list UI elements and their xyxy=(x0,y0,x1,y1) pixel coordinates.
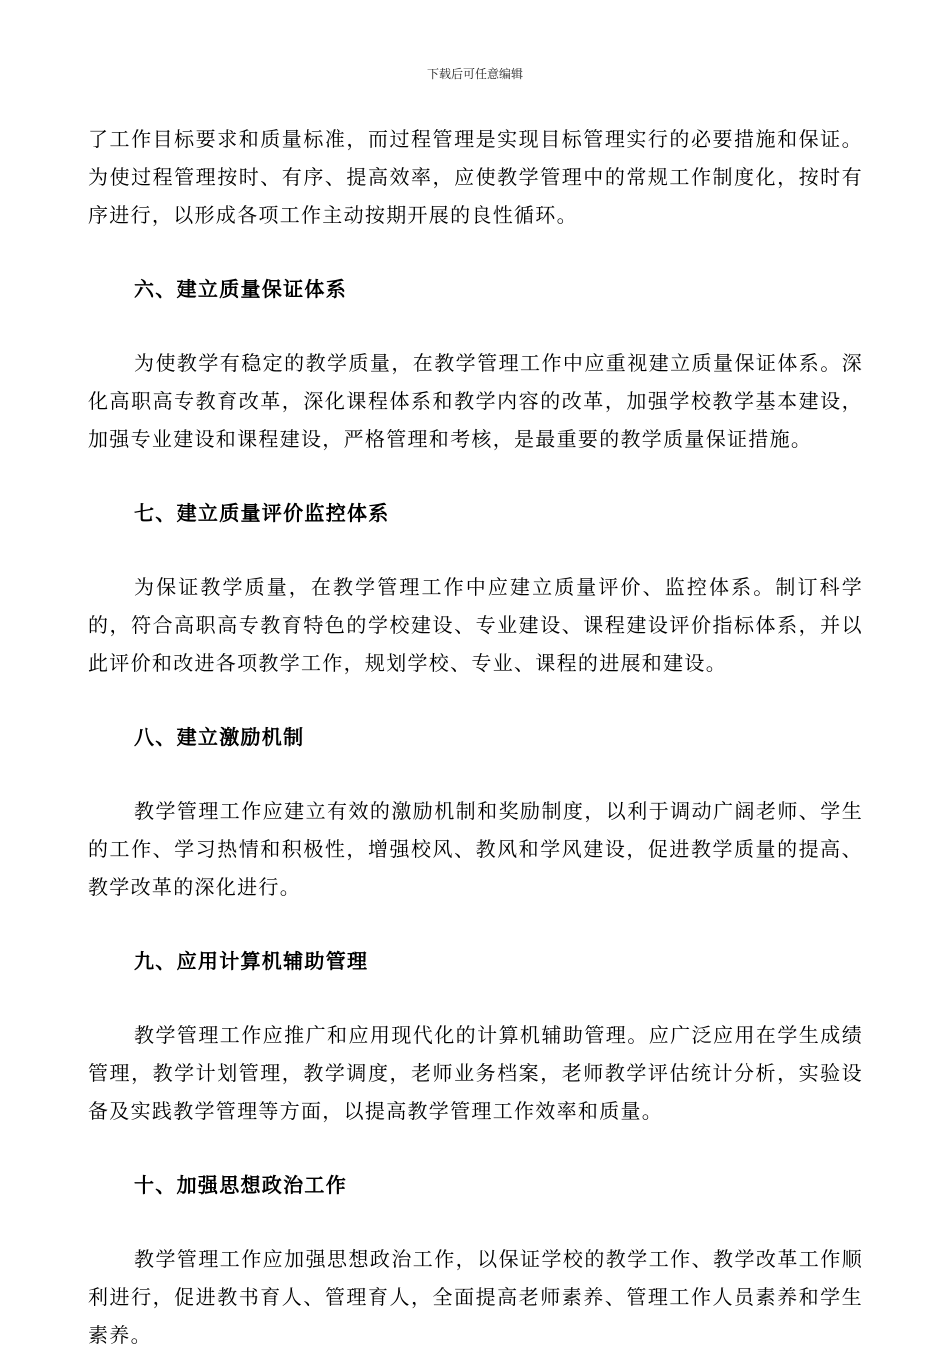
section-body-6: 为使教学有稳定的教学质量，在教学管理工作中应重视建立质量保证体系。深化高职高专教育改革，深化课程体系和教学内容的改革，加强学校教学基本建设，加强专业建设和课程建设，严格管理和考核，是最重要的教学质量保证措施。 xyxy=(88,351,863,451)
page-header-note: 下载后可任意编辑 xyxy=(426,67,523,81)
section-body-7: 为保证教学质量，在教学管理工作中应建立质量评价、监控体系。制订科学的，符合高职高专教育特色的学校建设、专业建设、课程建设评价指标体系，并以此评价和改进各项教学工作，规划学校、专业、课程的进展和建设。 xyxy=(88,575,863,675)
section-heading-8: 八、建立激励机制 xyxy=(134,725,305,749)
section-heading-9: 九、应用计算机辅助管理 xyxy=(134,949,369,973)
section-heading-6: 六、建立质量保证体系 xyxy=(134,277,347,301)
section-body-9: 教学管理工作应推广和应用现代化的计算机辅助管理。应广泛应用在学生成绩管理，教学计划管理，教学调度，老师业务档案，老师教学评估统计分析，实验设备及实践教学管理等方面，以提高教学管理工作效率和质量。 xyxy=(88,1023,863,1123)
intro-paragraph: 了工作目标要求和质量标准，而过程管理是实现目标管理实行的必要措施和保证。为使过程管理按时、有序、提高效率，应使教学管理中的常规工作制度化，按时有序进行，以形成各项工作主动按期开展的良性循环。 xyxy=(88,127,863,227)
document-body xyxy=(88,120,863,1354)
section-heading-10: 十、加强思想政治工作 xyxy=(134,1173,347,1197)
section-heading-7: 七、建立质量评价监控体系 xyxy=(134,501,390,525)
section-body-8: 教学管理工作应建立有效的激励机制和奖励制度，以利于调动广阔老师、学生的工作、学习热情和积极性，增强校风、教风和学风建设，促进教学质量的提高、教学改革的深化进行。 xyxy=(88,799,863,899)
section-body-10: 教学管理工作应加强思想政治工作，以保证学校的教学工作、教学改革工作顺利进行，促进教书育人、管理育人，全面提高老师素养、管理工作人员素养和学生素养。 xyxy=(88,1247,863,1347)
